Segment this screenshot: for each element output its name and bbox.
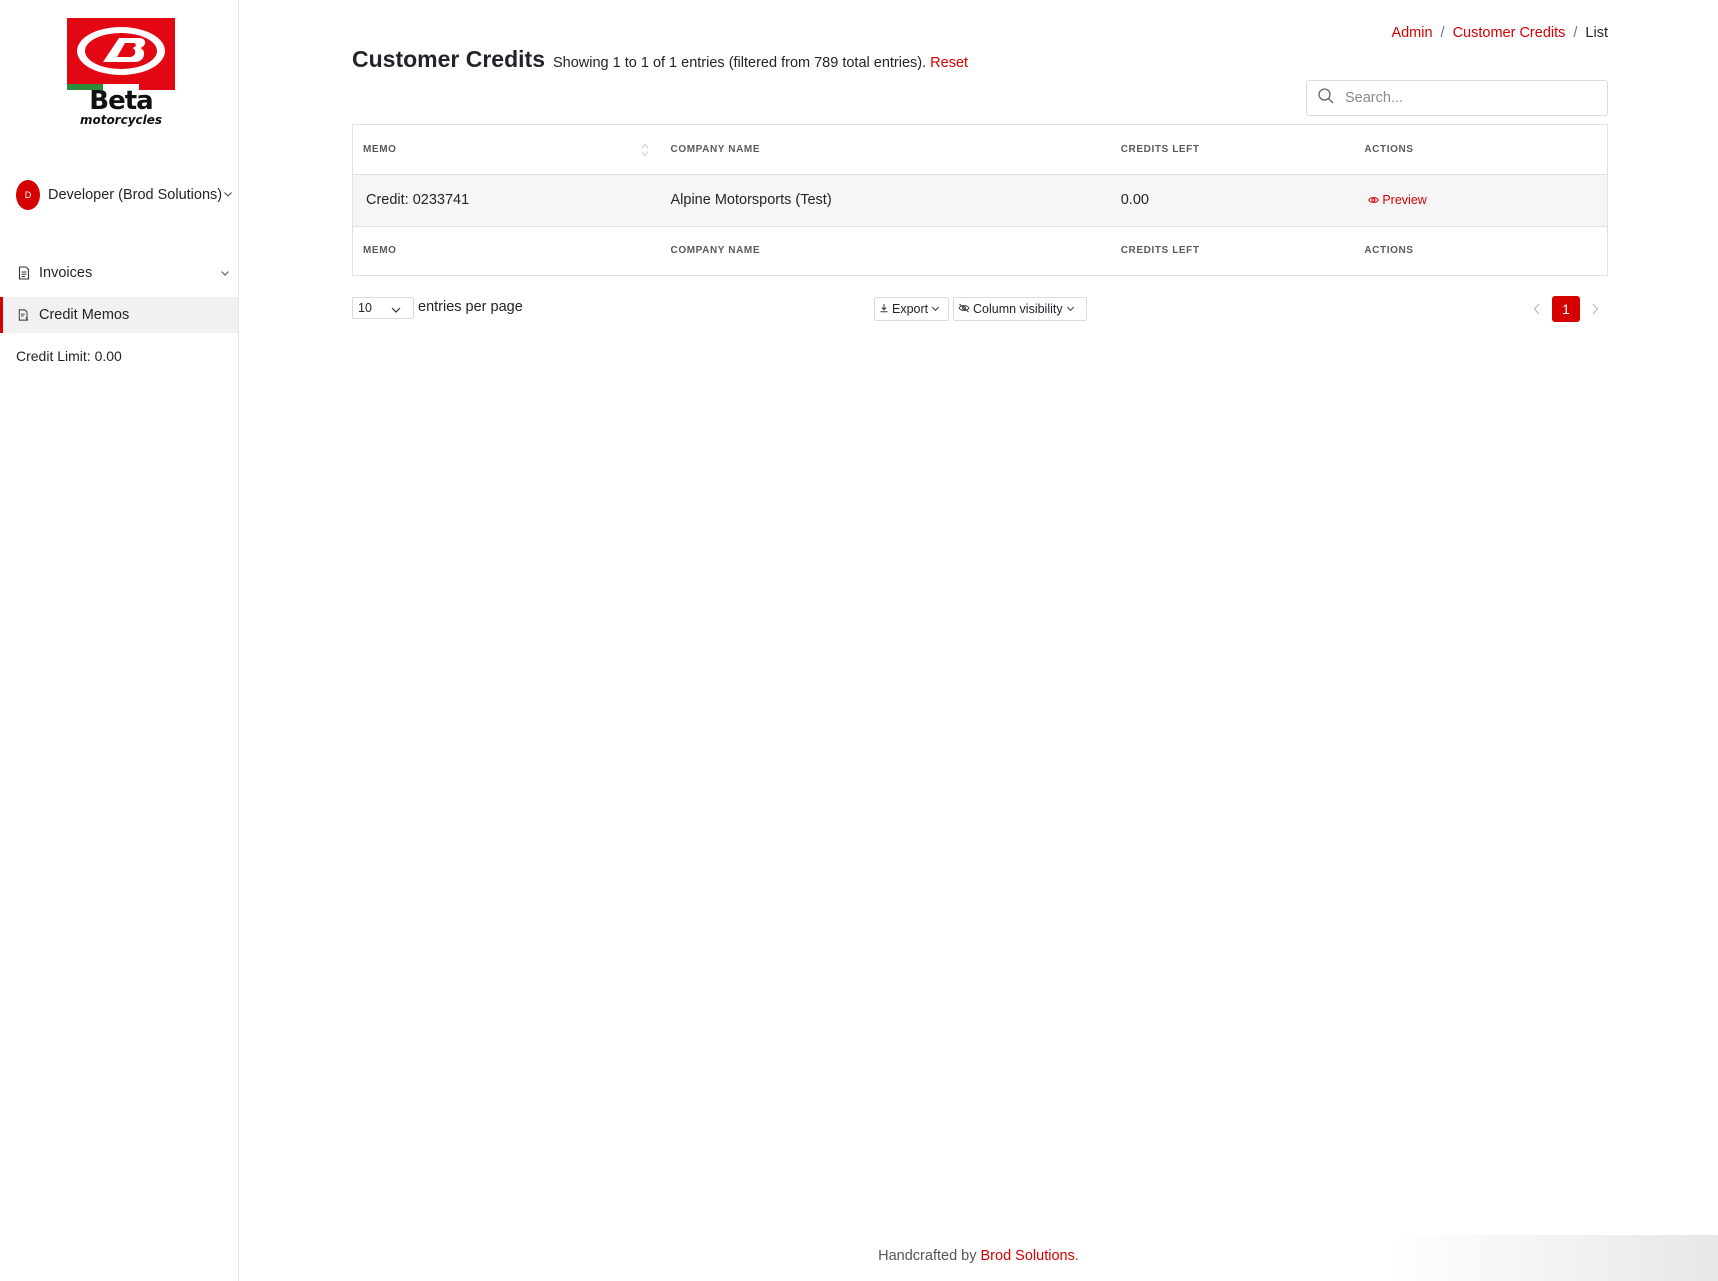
sidebar-item-label: Credit Memos bbox=[39, 307, 130, 323]
export-label: Export bbox=[892, 302, 929, 316]
table-controls bbox=[352, 296, 1608, 320]
credit-memo-icon bbox=[18, 308, 30, 322]
table-footer-row bbox=[353, 226, 1607, 275]
footer-header-actions: ACTIONS bbox=[1354, 226, 1607, 275]
search-icon bbox=[1317, 87, 1335, 110]
overlay-shadow bbox=[1390, 1235, 1718, 1281]
logo-subtext: motorcycles bbox=[79, 113, 163, 127]
preview-label: Preview bbox=[1382, 193, 1427, 207]
footer-suffix: . bbox=[1074, 1248, 1079, 1264]
footer-header-memo: MEMO bbox=[353, 226, 661, 275]
download-icon bbox=[879, 302, 889, 316]
column-header-actions: ACTIONS bbox=[1354, 125, 1607, 174]
table-row bbox=[353, 174, 1607, 226]
chevron-down-icon bbox=[1066, 302, 1075, 316]
eye-slash-icon bbox=[958, 302, 970, 316]
column-header-memo[interactable]: MEMO bbox=[353, 125, 661, 174]
credit-limit: Credit Limit: 0.00 bbox=[16, 348, 122, 364]
breadcrumb bbox=[1391, 25, 1608, 41]
avatar: D bbox=[16, 180, 40, 210]
sort-icon bbox=[641, 142, 649, 161]
page-header bbox=[352, 46, 968, 73]
breadcrumb-separator: / bbox=[1440, 25, 1445, 41]
invoice-icon bbox=[18, 266, 30, 280]
footer-link[interactable]: Brod Solutions bbox=[980, 1248, 1075, 1264]
chevron-down-icon bbox=[220, 266, 230, 282]
brand-logo[interactable] bbox=[67, 18, 175, 127]
sidebar-item-credit-memos[interactable] bbox=[0, 297, 238, 333]
breadcrumb-current: List bbox=[1585, 25, 1608, 41]
sidebar bbox=[0, 0, 239, 1281]
eye-icon bbox=[1368, 193, 1379, 207]
breadcrumb-customer-credits[interactable]: Customer Credits bbox=[1452, 25, 1566, 41]
chevron-down-icon bbox=[223, 186, 233, 204]
cell-company: Alpine Motorsports (Test) bbox=[661, 174, 1111, 226]
breadcrumb-admin[interactable]: Admin bbox=[1391, 25, 1433, 41]
user-menu[interactable] bbox=[16, 180, 232, 210]
breadcrumb-separator: / bbox=[1573, 25, 1578, 41]
column-header-credits-left[interactable]: CREDITS LEFT bbox=[1111, 125, 1355, 174]
cell-memo: Credit: 0233741 bbox=[353, 174, 661, 226]
column-visibility-button[interactable] bbox=[953, 297, 1087, 321]
chevron-right-icon[interactable] bbox=[1590, 302, 1600, 321]
cell-actions bbox=[1354, 174, 1607, 226]
chevron-left-icon[interactable] bbox=[1532, 302, 1542, 321]
credits-table bbox=[352, 124, 1608, 276]
chevron-down-icon bbox=[391, 304, 401, 318]
preview-button[interactable] bbox=[1368, 193, 1426, 207]
footer-prefix: Handcrafted by bbox=[878, 1248, 981, 1264]
search-box bbox=[1306, 80, 1608, 116]
sidebar-item-invoices[interactable] bbox=[0, 255, 238, 291]
page-size-value: 10 bbox=[358, 301, 372, 315]
column-header-company-name[interactable]: COMPANY NAME bbox=[661, 125, 1111, 174]
page-title: Customer Credits bbox=[352, 46, 545, 72]
pagination bbox=[1532, 296, 1608, 322]
footer-header-credits-left: CREDITS LEFT bbox=[1111, 226, 1355, 275]
svg-text:$: $ bbox=[25, 316, 29, 322]
chevron-down-icon bbox=[931, 302, 940, 316]
column-visibility-label: Column visibility bbox=[973, 302, 1063, 316]
logo-badge bbox=[67, 18, 175, 84]
logo-wordmark: Beta bbox=[89, 86, 153, 116]
reset-link[interactable]: Reset bbox=[930, 55, 969, 71]
page-size-select[interactable] bbox=[352, 297, 414, 319]
footer-header-company-name: COMPANY NAME bbox=[661, 226, 1111, 275]
cell-credits-left: 0.00 bbox=[1111, 174, 1355, 226]
entries-summary: Showing 1 to 1 of 1 entries (filtered from 789 total entries). bbox=[552, 55, 927, 71]
page-button[interactable]: 1 bbox=[1552, 296, 1580, 322]
sidebar-item-label: Invoices bbox=[39, 265, 93, 281]
export-button[interactable] bbox=[874, 297, 949, 321]
table-header-row bbox=[353, 125, 1607, 174]
search-input[interactable] bbox=[1345, 90, 1595, 106]
per-page-label: entries per page bbox=[418, 299, 523, 315]
user-name: Developer (Brod Solutions) bbox=[48, 187, 223, 203]
